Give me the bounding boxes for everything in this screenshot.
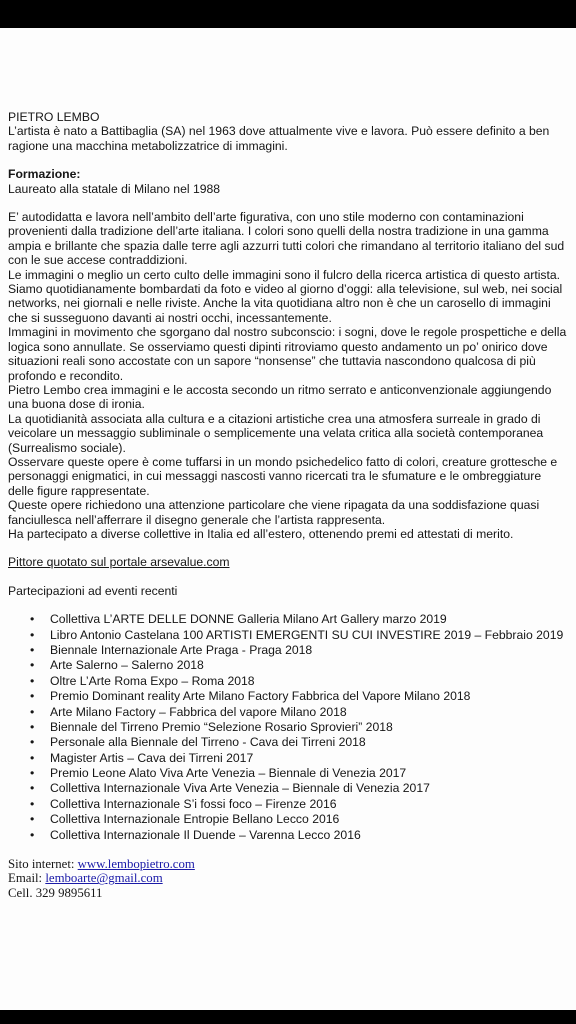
bio-paragraph: Pietro Lembo crea immagini e le accosta secondo un ritmo serrato e anticonvenzionale aggiungendo una buona dose di ironia. bbox=[8, 382, 552, 412]
events-list bbox=[8, 612, 570, 843]
formazione-text: Laureato alla statale di Milano nel 1988 bbox=[8, 181, 221, 196]
event-item: • Oltre L’Arte Roma Expo – Roma 2018 bbox=[30, 674, 570, 689]
event-item: • Collettiva Internazionale Il Duende – Varenna Lecco 2016 bbox=[30, 828, 570, 843]
bio-paragraph: Le immagini o meglio un certo culto delle immagini sono il fulcro della ricerca artistica di questo artista. Siamo quotidianamente bombardati da foto e video al giorno d’oggi: alla televisione, sul web, nei social networks, nei giornali e nelle riviste. Anche la vita quotidiana altro non è che un carosello di immagini che si susseguono davanti ai nostri occhi, incessantemente. bbox=[8, 267, 563, 325]
bio-paragraph: Queste opere richiedono una attenzione particolare che viene ripagata da una soddisfazione quasi fanciullesca nell’afferrare il disegno generale che l’artista rappresenta. bbox=[8, 498, 540, 527]
email-line bbox=[8, 871, 570, 885]
event-item: • Collettiva Internazionale Viva Arte Venezia – Biennale di Venezia 2017 bbox=[30, 781, 570, 796]
artist-name: PIETRO LEMBO bbox=[8, 110, 100, 124]
event-item: • Collettiva L’ARTE DELLE DONNE Galleria Milano Art Gallery marzo 2019 bbox=[30, 612, 570, 627]
event-item: • Premio Dominant reality Arte Milano Factory Fabbrica del Vapore Milano 2018 bbox=[30, 689, 570, 704]
document-body bbox=[8, 110, 570, 900]
event-item: • Collettiva Internazionale Entropie Bellano Lecco 2016 bbox=[30, 812, 570, 827]
event-item: • Libro Antonio Castelana 100 ARTISTI EMERGENTI SU CUI INVESTIRE 2019 – Febbraio 2019 bbox=[30, 628, 570, 643]
website-line bbox=[8, 857, 570, 871]
bio-paragraph: Immagini in movimento che sgorgano dal nostro subconscio: i sogni, dove le regole prospettiche e della logica sono annullate. Se osserviamo questi dipinti ritroviamo questo andamento un po’ onirico dove situazioni reali sono accostate con un sapore “nonsense” che tuttavia nascondono qualcosa di più profondo e recondito. bbox=[8, 325, 567, 383]
event-item: • Magister Artis – Cava dei Tirreni 2017 bbox=[30, 751, 570, 766]
event-item: • Biennale del Tirreno Premio “Selezione Rosario Sprovieri” 2018 bbox=[30, 720, 570, 735]
event-item: • Personale alla Biennale del Tirreno - Cava dei Tirreni 2018 bbox=[30, 735, 570, 750]
phone-line: Cell. 329 9895611 bbox=[8, 885, 103, 900]
email-link[interactable]: lemboarte@gmail.com bbox=[45, 871, 163, 886]
event-item: • Premio Leone Alato Viva Arte Venezia – Biennale di Venezia 2017 bbox=[30, 766, 570, 781]
event-item: • Arte Salerno – Salerno 2018 bbox=[30, 658, 570, 673]
event-item: • Arte Milano Factory – Fabbrica del vapore Milano 2018 bbox=[30, 705, 570, 720]
website-label: Sito internet: bbox=[8, 857, 78, 872]
email-label: Email: bbox=[8, 871, 46, 886]
bio-paragraph: E’ autodidatta e lavora nell’ambito dell’arte figurativa, con uno stile moderno con contaminazioni provenienti dalla tradizione dell’arte italiana. I colori sono quelli della nostra tradizione in una gamma ampia e brillante che spazia dalle terre agli azzurri tutti colori che rimandano al territorio italiano del sud con le sue accese contraddizioni. bbox=[8, 210, 565, 268]
intro-paragraph: L’artista è nato a Battibaglia (SA) nel 1963 dove attualmente vive e lavora. Può essere definito a ben ragione una macchina metabolizzatrice di immagini. bbox=[8, 124, 550, 153]
event-item: • Collettiva Internazionale S’i fossi foco – Firenze 2016 bbox=[30, 797, 570, 812]
bio-paragraph: Ha partecipato a diverse collettive in Italia ed all’estero, ottenendo premi ed attestati di merito. bbox=[8, 526, 514, 541]
quotation-note: Pittore quotato sul portale arsevalue.com bbox=[8, 555, 230, 570]
formazione-heading: Formazione: bbox=[8, 167, 81, 182]
document-page bbox=[0, 28, 576, 1010]
events-heading: Partecipazioni ad eventi recenti bbox=[8, 583, 178, 598]
bio-paragraph: Osservare queste opere è come tuffarsi in un mondo psichedelico fatto di colori, creature grottesche e personaggi enigmatici, in cui messaggi nascosti vanno ricercati tra le sfumature e le ombreggiature delle figure rappresentate. bbox=[8, 454, 558, 498]
bio-paragraph: La quotidianità associata alla cultura e a citazioni artistiche crea una atmosfera surreale in grado di veicolare un messaggio subliminale o semplicemente una velata critica alla società contemporanea (Surrealismo sociale). bbox=[8, 411, 544, 455]
website-link[interactable]: www.lembopietro.com bbox=[77, 857, 195, 872]
event-item: • Biennale Internazionale Arte Praga - Praga 2018 bbox=[30, 643, 570, 658]
